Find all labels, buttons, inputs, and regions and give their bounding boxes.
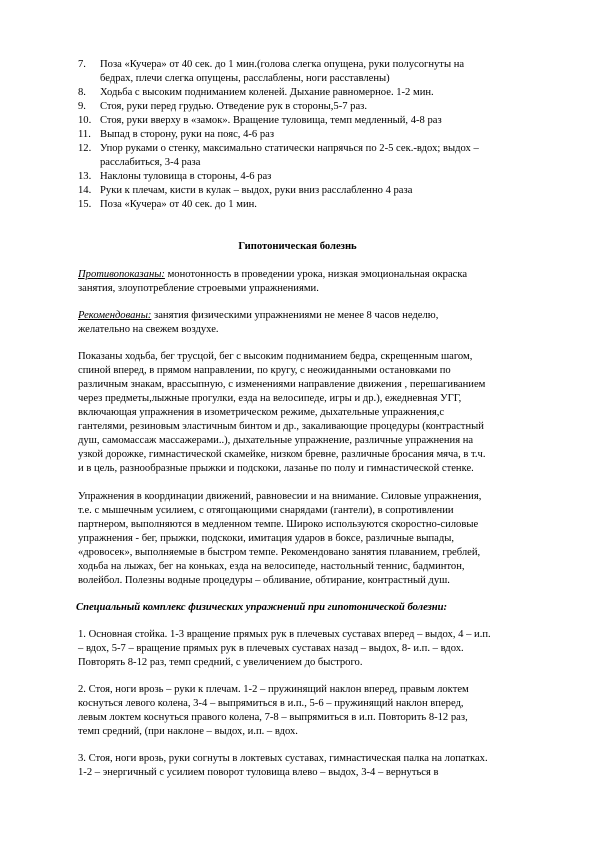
recommendations-label: Рекомендованы: bbox=[78, 310, 152, 321]
document-page: 7. Поза «Кучера» от 40 сек. до 1 мин.(голова слегка опущена, руки полусогнуты на бедрах, плечи слегка опущены, расслаблены, ноги расставлены) 8. Ходьба с высоким подниманием коленей. Дыхание равномерное. 1-2 мин. 9. Стоя, руки перед грудью. Отведение рук в стороны,5-7 раз. 10. Стоя, руки вверху в «замок». Вращение туловища, темп медленный, 4-8 раз 11. Выпад в сторону, руки на пояс, 4-6 раз 12. Упор руками о стенку, максимально статически напрячься по 2-5 сек.-вдох; выдох – расслабиться, 3-4 раза 13. Наклоны туловища в стороны, 4-6 раз 14. Руки к плечам, кисти в кулак – выдох, руки вниз расслабленно 4 раза 15. Поза «Кучера» от 40 сек. до 1 мин. Гипотоническая болезнь Противопоказаны: монотонность в проведении урока, низкая эмоциональная окраска занятия, злоупотребление строевыми упражнениями. Рекомендованы: занятия физическими упражнениями не менее 8 часов неделю, желательно на свежем воздухе. Показаны ходьба, бег трусцой, бег с высоким подниманием бедра, скрещенным шагом, спиной вперед, в прямом направлении, по кругу, с неожиданными остановками по различным знакам, врассыпную, с изменениями направление движения , перешагиванием через предметы,лыжные прогулки, езда на велосипеде, игры и др.), ежедневная УГГ, включающая упражнения в изометрическом режиме, дыхательные упражнения,с гантелями, резиновым эластичным бинтом и др., закаливающие процедуры (контрастный душ, самомассаж массажерами..), дыхательные упражнение, различные упражнения на узкой дорожке, гимнастической скамейке, низком бревне, различные бросания мяча, в т.ч. и в цель, разнообразные прыжки и подскоки, лазанье по полу и гимнастической стенке. Упражнения в координации движений, равновесии и на внимание. Силовые упражнения, т.е. с мышечным усилием, с отягощающими снарядами (гантели), в сопротивлении партнером, выполняются в медленном темпе. Широко используются скоростно-силовые упражнения - бег, прыжки, подскоки, имитация ударов в боксе, различные выпады, «дровосек», выполняемые в быстром темпе. Рекомендовано занятия плаванием, греблей, ходьба на лыжах, бег на коньках, езда на велосипеде, настольный теннис, бадминтон, волейбол. Полезны водные процедуры – обливание, обтирание, контрастный душ. Специальный комплекс физических упражнений при гипотонической болезни: 1. Основная стойка. 1-3 вращение прямых рук в плечевых суставах вперед – выдох, 4 – и.п. – вдох, 5-7 – вращение прямых рук в плечевых суставах назад – выдох, 8- и.п. – вдох. Повторять 8-12 раз, темп средний, с увеличением до быстрого. 2. Стоя, ноги врозь – руки к плечам. 1-2 – пружинящий наклон вперед, правым локтем коснуться левого колена, 3-4 – выпрямиться в и.п., 5-6 – пружинящий наклон вперед, левым локтем коснуться правого колена, 7-8 – выпрямиться в и.п. Повторить 8-12 раз, темп средний, (при наклоне – выдох, и.п. – вдох. 3. Стоя, ноги врозь, руки согнуты в локтевых суставах, гимнастическая палка на лопатках. 1-2 – энергичный с усилием поворот туловища влево – выдох, 3-4 – вернуться в bbox=[0, 0, 595, 842]
complex-title: Специальный комплекс физических упражнений при гипотонической болезни: bbox=[76, 602, 448, 613]
list-item-7-cont: бедрах, плечи слегка опущены, расслаблены, ноги расставлены) bbox=[100, 73, 390, 84]
list-item-12-cont: расслабиться, 3-4 раза bbox=[100, 157, 201, 168]
contraindications-label: Противопоказаны: bbox=[78, 269, 165, 280]
section-title: Гипотоническая болезнь bbox=[238, 241, 357, 252]
